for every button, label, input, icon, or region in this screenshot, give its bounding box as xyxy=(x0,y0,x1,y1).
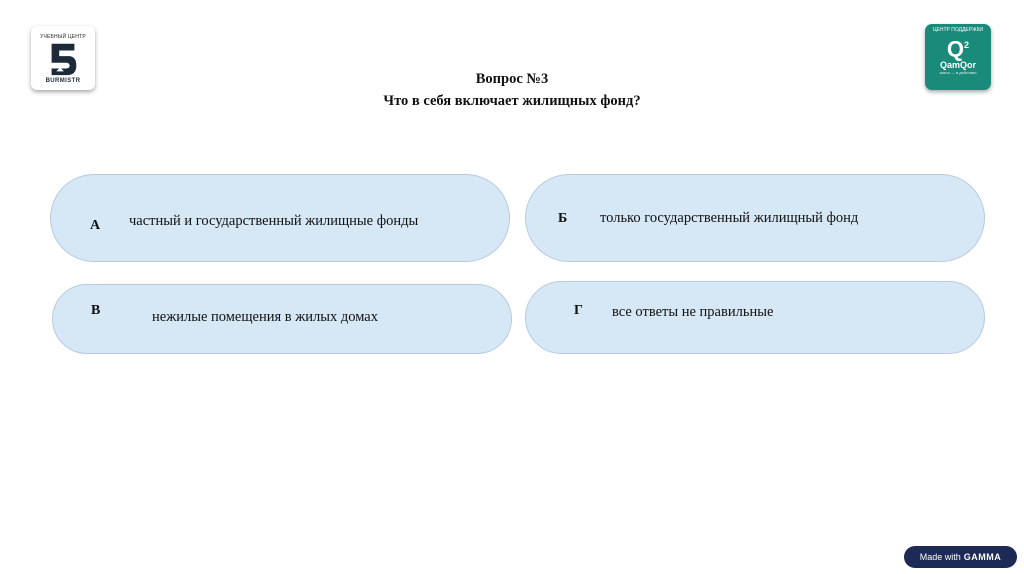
answer-option-v[interactable] xyxy=(52,284,512,354)
answer-option-a[interactable] xyxy=(50,174,510,262)
option-text: только государственный жилищный фонд xyxy=(600,210,859,226)
logo-right-tagline: закон — в действии xyxy=(939,70,977,76)
qamqor-logo xyxy=(925,24,991,90)
option-letter: Г xyxy=(574,303,583,318)
made-with-gamma-badge[interactable] xyxy=(904,546,1017,568)
burmistr-logo xyxy=(31,26,95,90)
option-text: нежилые помещения в жилых домах xyxy=(152,309,378,325)
logo-right-brand: QamQor xyxy=(939,60,976,71)
answer-option-g[interactable] xyxy=(525,281,985,354)
option-letter: Б xyxy=(558,211,568,226)
option-letter: В xyxy=(91,303,101,318)
question-text: Что в себя включает жилищных фонд? xyxy=(383,93,641,109)
question-number: Вопрос №3 xyxy=(475,71,549,87)
logo-left-bottom-text: BURMISTR xyxy=(45,78,81,84)
burmistr-mark-icon xyxy=(44,40,82,78)
logo-left-top-text: УЧЕБНЫЙ ЦЕНТР xyxy=(40,34,86,40)
option-letter: А xyxy=(90,218,101,233)
logo-right-top-text: ЦЕНТР ПОДДЕРЖКИ xyxy=(932,27,984,33)
qamqor-mark-icon: $Q^2$ xyxy=(946,36,970,62)
answer-option-b[interactable] xyxy=(525,174,985,262)
question-heading xyxy=(262,68,762,112)
option-text: частный и государственный жилищные фонды xyxy=(129,213,419,229)
option-text: все ответы не правильные xyxy=(612,304,774,320)
badge-prefix: Made with xyxy=(919,552,961,562)
badge-brand: GAMMA xyxy=(963,552,1002,562)
